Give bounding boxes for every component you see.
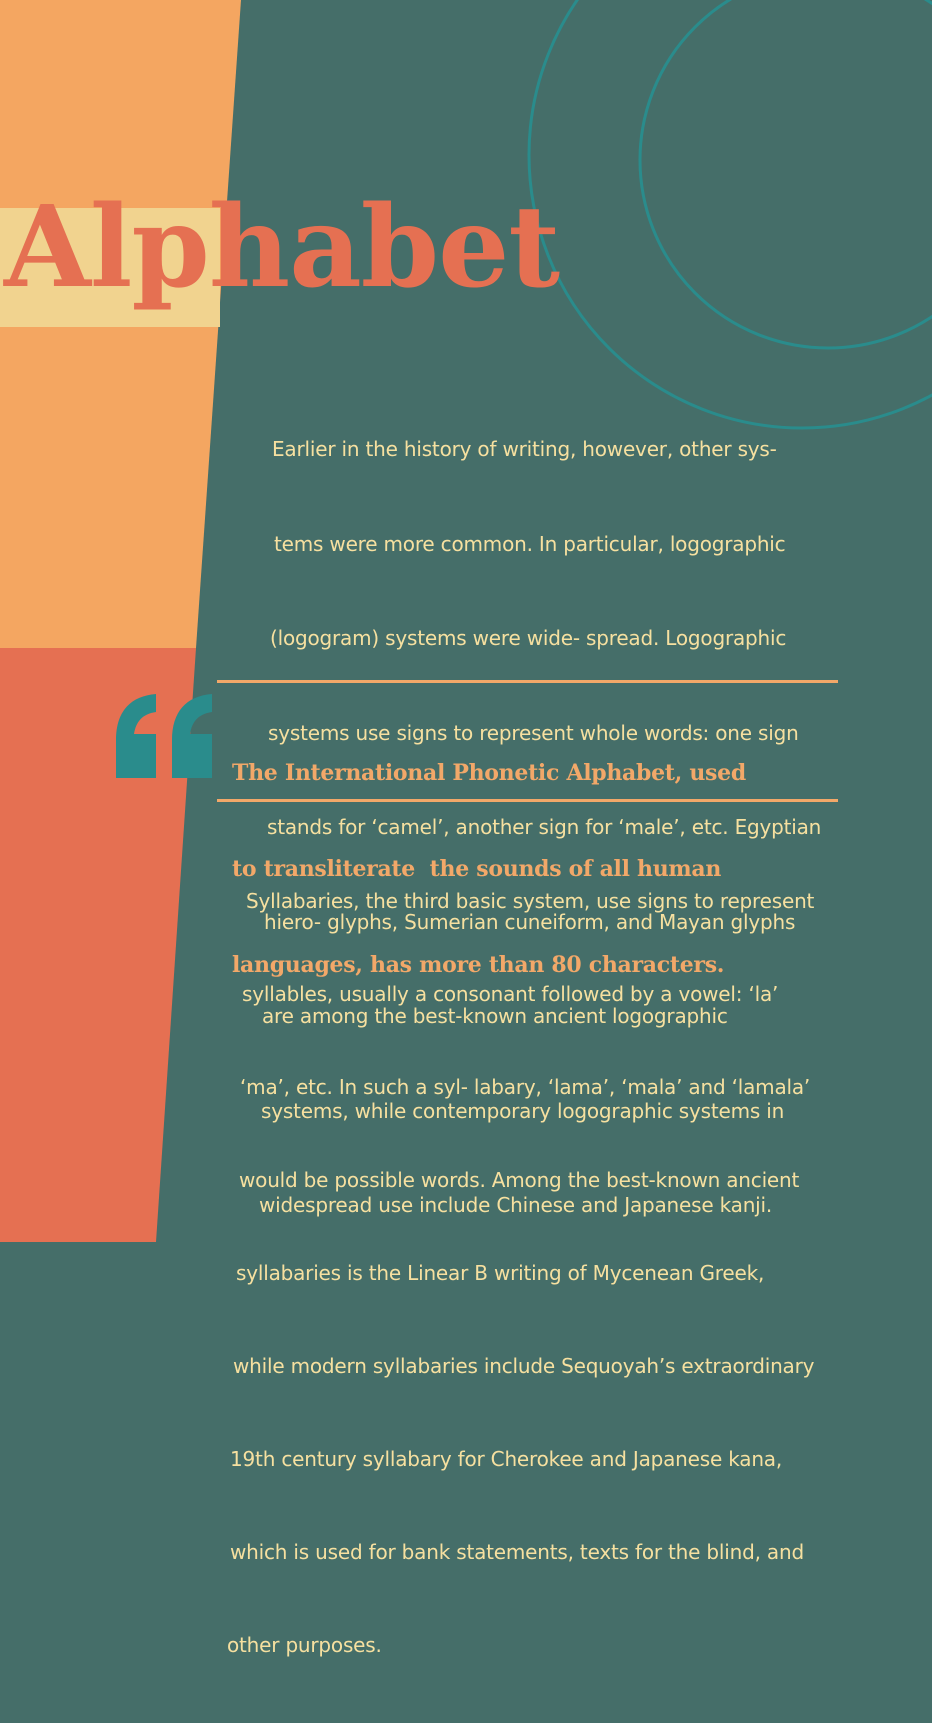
paragraph-line: 19th century syllabary for Cherokee and Japanese kana, — [230, 1447, 783, 1471]
inner-circle — [640, 0, 932, 348]
pull-quote-bottom-rule — [217, 799, 838, 802]
paragraph-line: hiero- glyphs, Sumerian cuneiform, and Mayan glyphs — [264, 909, 796, 934]
quote-mark-icon — [112, 692, 216, 780]
page-title: Alphabet — [4, 182, 560, 313]
paragraph-line: would be possible words. Among the best-known ancient — [239, 1168, 800, 1192]
pull-quote-top-rule — [217, 680, 838, 683]
outer-circle — [529, 0, 932, 428]
paragraph-line: syllabaries is the Linear B writing of Mycenean Greek, — [236, 1261, 765, 1285]
paragraph-line: other purposes. — [227, 1633, 382, 1657]
paragraph-line: Earlier in the history of writing, however, other sys- — [272, 437, 777, 461]
paragraph-line: are among the best-known ancient logographic — [262, 1004, 728, 1028]
paragraph-line: systems use signs to represent whole words: one sign — [268, 720, 799, 745]
paragraph-line: widespread use include Chinese and Japanese kanji. — [259, 1193, 773, 1217]
pull-quote-line: languages, has more than 80 characters. — [232, 952, 725, 978]
paragraph-line: which is used for bank statements, texts for the blind, and — [230, 1540, 804, 1564]
paragraph-line: while modern syllabaries include Sequoyah’s extraordinary — [233, 1354, 815, 1378]
pull-quote-line: The International Phonetic Alphabet, used — [232, 760, 746, 786]
paragraph-line: systems, while contemporary logographic systems in — [261, 1098, 785, 1123]
pull-quote-line: to transliterate the sounds of all human — [232, 856, 722, 882]
paragraph-line: (logogram) systems were wide- spread. Logographic — [270, 626, 787, 650]
paragraph-line: Syllabaries, the third basic system, use signs to represent — [246, 889, 815, 913]
paragraph-line: tems were more common. In particular, logographic — [274, 531, 786, 556]
body-paragraph-2 — [226, 824, 846, 1723]
paragraph-line: syllables, usually a consonant followed by a vowel: ‘la’ — [242, 982, 779, 1006]
paragraph-line: ‘ma’, etc. In such a syl- labary, ‘lama’, ‘mala’ and ‘lamala’ — [240, 1075, 811, 1099]
paragraph-line: stands for ‘camel’, another sign for ‘male’, etc. Egyptian — [267, 815, 822, 839]
